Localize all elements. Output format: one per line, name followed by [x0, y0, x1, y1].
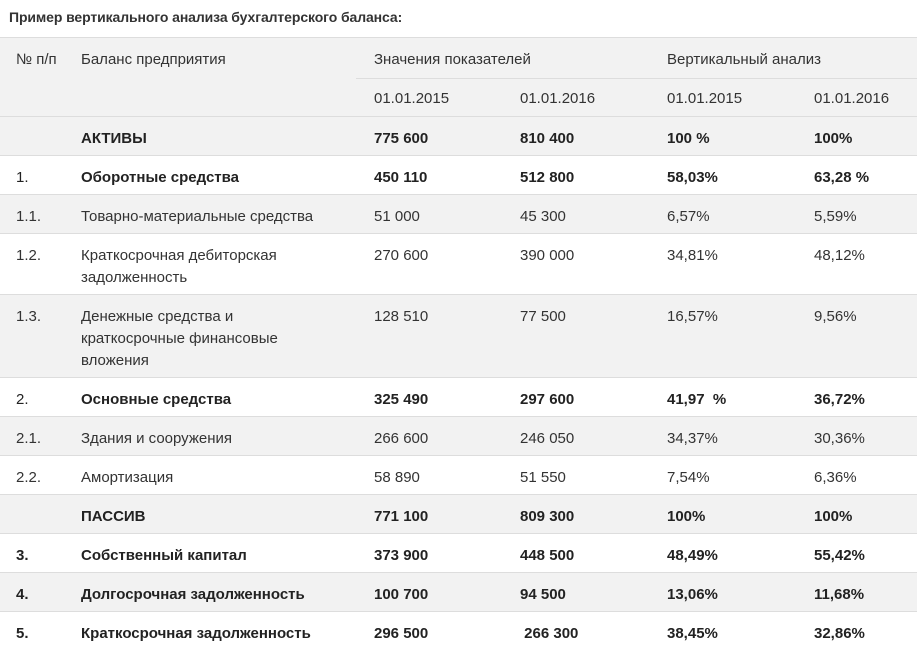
- row-share-2015: 100%: [667, 508, 706, 525]
- table-row: [0, 455, 917, 494]
- row-value-2016: 45 300: [520, 208, 566, 225]
- row-name: Краткосрочная дебиторская задолженность: [81, 247, 277, 286]
- row-share-2016: 11,68%: [814, 586, 865, 603]
- row-value-2016: 810 400: [520, 130, 575, 147]
- row-value-2016: 246 050: [520, 430, 575, 447]
- row-share-2015: 41,97 %: [667, 391, 727, 408]
- header-vertical-group: Вертикальный анализ: [667, 51, 821, 68]
- row-share-2015: 38,45%: [667, 625, 718, 642]
- row-share-2016: 63,28 %: [814, 169, 870, 186]
- row-value-2015: 266 600: [374, 430, 429, 447]
- table-row: [0, 116, 917, 155]
- header-date-2: 01.01.2016: [520, 90, 596, 107]
- row-share-2015: 58,03%: [667, 169, 718, 186]
- row-share-2015: 6,57%: [667, 208, 710, 225]
- table-header-row: [0, 37, 917, 116]
- row-name: Основные средства: [81, 391, 232, 408]
- row-value-2015: 771 100: [374, 508, 429, 525]
- row-value-2016: 809 300: [520, 508, 575, 525]
- header-date-1: 01.01.2015: [374, 90, 450, 107]
- row-name: Оборотные средства: [81, 169, 239, 186]
- row-num: 3.: [16, 547, 29, 564]
- row-share-2015: 34,81%: [667, 247, 718, 264]
- row-value-2016: 390 000: [520, 247, 575, 264]
- row-value-2015: 58 890: [374, 469, 420, 486]
- row-value-2016: 51 550: [520, 469, 566, 486]
- row-value-2015: 450 110: [374, 169, 428, 186]
- header-date-divider: [356, 78, 917, 79]
- row-share-2015: 48,49%: [667, 547, 718, 564]
- row-num: 1.3.: [16, 308, 42, 325]
- row-name: Амортизация: [81, 469, 174, 486]
- table-row: [0, 155, 917, 194]
- row-share-2016: 6,36%: [814, 469, 857, 486]
- row-value-2016: 448 500: [520, 547, 575, 564]
- row-num: 5.: [16, 625, 29, 642]
- row-share-2016: 100%: [814, 508, 853, 525]
- row-name: Долгосрочная задолженность: [81, 586, 305, 603]
- row-value-2016: 266 300: [520, 625, 579, 642]
- table-row: [0, 416, 917, 455]
- row-share-2016: 48,12%: [814, 247, 865, 264]
- row-share-2015: 7,54%: [667, 469, 710, 486]
- table-row: [0, 377, 917, 416]
- row-value-2015: 296 500: [374, 625, 429, 642]
- row-name: ПАССИВ: [81, 508, 146, 525]
- table-row: [0, 194, 917, 233]
- row-num: 1.1.: [16, 208, 42, 225]
- row-share-2016: 36,72%: [814, 391, 865, 408]
- row-num: 2.: [16, 391, 29, 408]
- row-share-2016: 55,42%: [814, 547, 865, 564]
- row-share-2015: 16,57%: [667, 308, 718, 325]
- row-value-2015: 373 900: [374, 547, 429, 564]
- row-share-2016: 100%: [814, 130, 853, 147]
- row-num: 4.: [16, 586, 29, 603]
- row-name: АКТИВЫ: [81, 130, 147, 147]
- row-name: Краткосрочная задолженность: [81, 625, 311, 642]
- row-value-2015: 775 600: [374, 130, 429, 147]
- header-date-3: 01.01.2015: [667, 90, 743, 107]
- balance-table: [0, 37, 917, 650]
- page-title: Пример вертикального анализа бухгалтерского баланса:: [9, 9, 403, 25]
- row-num: 1.2.: [16, 247, 42, 264]
- row-value-2015: 128 510: [374, 308, 429, 325]
- row-value-2016: 512 800: [520, 169, 575, 186]
- row-name: Здания и сооружения: [81, 430, 233, 447]
- row-name: Собственный капитал: [81, 547, 247, 564]
- row-name: Товарно-материальные средства: [81, 208, 314, 225]
- row-value-2016: 94 500: [520, 586, 566, 603]
- row-share-2015: 13,06%: [667, 586, 718, 603]
- table-row: [0, 233, 917, 294]
- header-name: Баланс предприятия: [81, 51, 226, 68]
- row-share-2016: 9,56%: [814, 308, 857, 325]
- row-share-2016: 30,36%: [814, 430, 865, 447]
- table-row: [0, 494, 917, 533]
- row-value-2016: 297 600: [520, 391, 575, 408]
- row-value-2015: 51 000: [374, 208, 420, 225]
- table-row: [0, 533, 917, 572]
- row-num: 2.1.: [16, 430, 42, 447]
- row-value-2015: 270 600: [374, 247, 429, 264]
- row-share-2015: 100 %: [667, 130, 710, 147]
- row-name: Денежные средства и краткосрочные финансовые вложения: [81, 308, 278, 369]
- table-row: [0, 611, 917, 650]
- row-share-2016: 5,59%: [814, 208, 857, 225]
- row-value-2016: 77 500: [520, 308, 566, 325]
- header-num: № п/п: [16, 51, 57, 68]
- row-share-2015: 34,37%: [667, 430, 718, 447]
- row-value-2015: 325 490: [374, 391, 429, 408]
- header-values-group: Значения показателей: [374, 51, 531, 68]
- header-date-4: 01.01.2016: [814, 90, 890, 107]
- row-num: 1.: [16, 169, 29, 186]
- row-value-2015: 100 700: [374, 586, 429, 603]
- row-num: 2.2.: [16, 469, 42, 486]
- row-share-2016: 32,86%: [814, 625, 865, 642]
- table-row: [0, 294, 917, 377]
- table-row: [0, 572, 917, 611]
